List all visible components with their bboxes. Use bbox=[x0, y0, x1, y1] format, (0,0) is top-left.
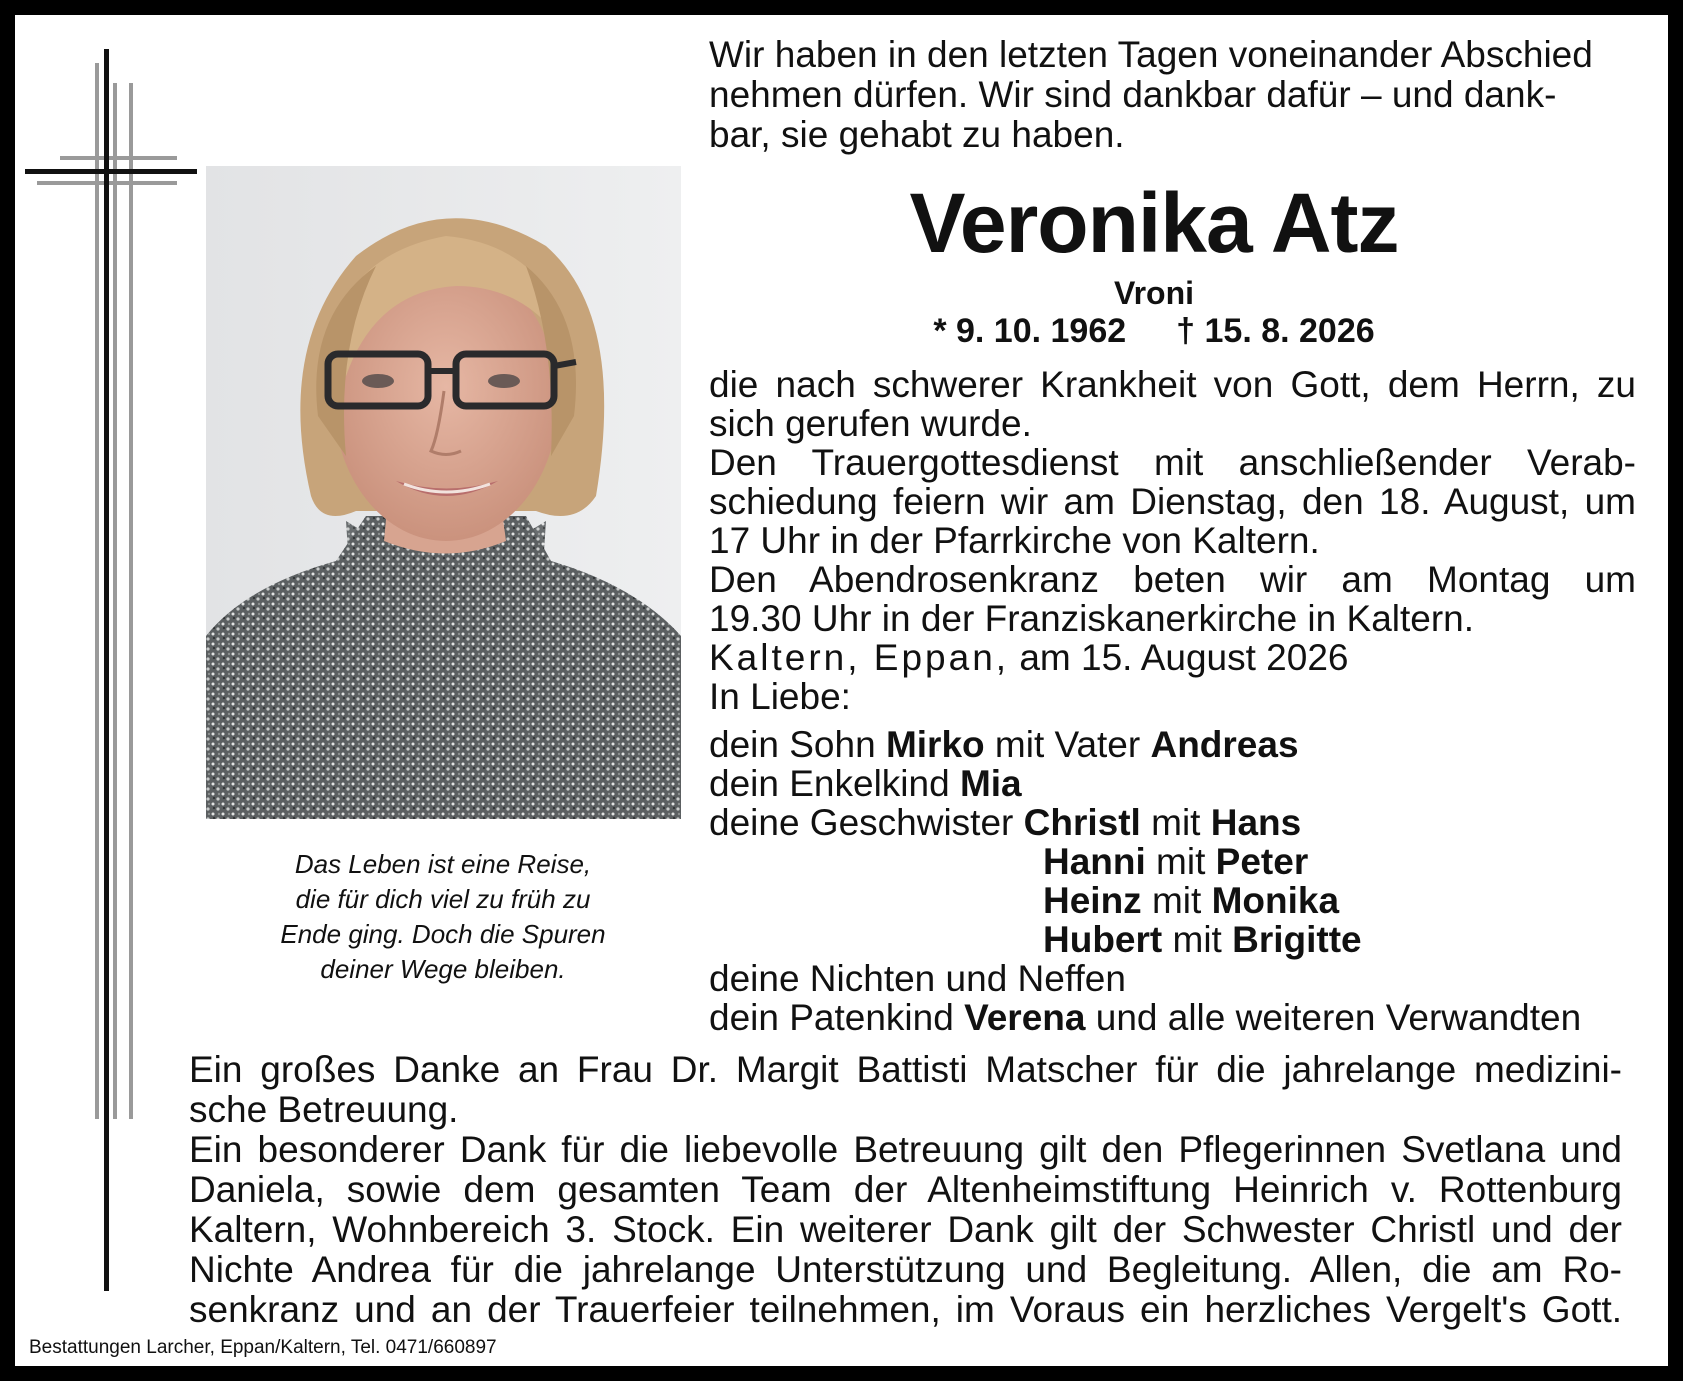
announcement-date: am 15. August 2026 bbox=[1009, 637, 1349, 678]
funeral-home-footer: Bestattungen Larcher, Eppan/Kaltern, Tel. 0471/660897 bbox=[29, 1337, 497, 1358]
thanks-line: Daniela, sowie dem gesamten Team der Altenheimstiftung Heinrich v. Rottenburg bbox=[189, 1169, 1622, 1210]
family-sibling-line: deine Geschwister Christl mit Hans bbox=[709, 802, 1302, 843]
intro-line: Wir haben in den letzten Tagen voneinander Abschied bbox=[709, 34, 1593, 75]
quote-line: die für dich viel zu früh zu bbox=[295, 884, 591, 914]
family-godchild-line: dein Patenkind Verena und alle weiteren Verwandten bbox=[709, 997, 1582, 1038]
body-line: die nach schwerer Krankheit von Gott, dem Herrn, zu bbox=[709, 364, 1636, 405]
family-sibling-line: Hanni mit Peter bbox=[1043, 841, 1309, 882]
family-nieces-line: deine Nichten und Neffen bbox=[709, 958, 1126, 999]
body-line: 17 Uhr in der Pfarrkirche von Kaltern. bbox=[709, 520, 1320, 561]
quote-line: Ende ging. Doch die Spuren bbox=[280, 919, 606, 949]
family-son-line: dein Sohn Mirko mit Vater Andreas bbox=[709, 724, 1299, 765]
place: Kaltern, Eppan, bbox=[709, 637, 1010, 678]
birth-date: * 9. 10. 1962 bbox=[933, 312, 1127, 350]
thanks-line: Nichte Andrea für die jahrelange Unterstützung und Begleitung. Allen, die am Ro- bbox=[189, 1249, 1622, 1290]
grandchild-name: Mia bbox=[959, 763, 1022, 804]
body-line: sich gerufen wurde. bbox=[709, 403, 1032, 444]
death-date: † 15. 8. 2026 bbox=[1176, 312, 1375, 350]
body-line: schiedung feiern wir am Dienstag, den 18. August, um bbox=[709, 481, 1636, 522]
father-name: Andreas bbox=[1150, 724, 1299, 765]
announcement-text bbox=[709, 365, 1636, 716]
thanks-line: sche Betreuung. bbox=[189, 1089, 459, 1130]
family-sibling-line: Heinz mit Monika bbox=[1043, 880, 1340, 921]
nickname: Vroni bbox=[1113, 275, 1194, 311]
in-love-line: In Liebe: bbox=[709, 676, 851, 717]
family-grandchild-line: dein Enkelkind Mia bbox=[709, 763, 1022, 804]
family-sibling-line: Hubert mit Brigitte bbox=[1043, 919, 1362, 960]
intro-line: nehmen dürfen. Wir sind dankbar dafür – und dank- bbox=[709, 74, 1557, 115]
memorial-quote bbox=[215, 847, 671, 987]
son-name: Mirko bbox=[885, 724, 985, 765]
godchild-name: Verena bbox=[964, 997, 1086, 1038]
thanks-line: Ein besonderer Dank für die liebevolle Betreuung gilt den Pflegerinnen Svetlana und bbox=[189, 1129, 1622, 1170]
cross-icon bbox=[15, 15, 215, 1315]
family-list bbox=[709, 725, 1581, 1037]
thanks-line: Kaltern, Wohnbereich 3. Stock. Ein weiterer Dank gilt der Schwester Christl und der bbox=[189, 1209, 1622, 1250]
obituary-card bbox=[15, 15, 1668, 1366]
thanks-text bbox=[189, 1050, 1622, 1330]
body-line: 19.30 Uhr in der Franziskanerkirche in Kaltern. bbox=[709, 598, 1475, 639]
quote-line: Das Leben ist eine Reise, bbox=[294, 849, 592, 879]
thanks-line: Ein großes Danke an Frau Dr. Margit Battisti Matscher für die jahrelange medizini- bbox=[189, 1049, 1622, 1090]
portrait-photo bbox=[206, 166, 681, 819]
deceased-name: Veronika Atz bbox=[909, 176, 1399, 270]
body-line: Den Trauergottesdienst mit anschließender Verab- bbox=[709, 442, 1636, 483]
thanks-line: senkranz und an der Trauerfeier teilnehmen, im Voraus ein herzliches Vergelt's Gott. bbox=[189, 1289, 1622, 1330]
intro-line: bar, sie gehabt zu haben. bbox=[709, 114, 1125, 155]
life-dates bbox=[709, 312, 1599, 351]
intro-text bbox=[709, 35, 1659, 155]
body-line: Den Abendrosenkranz beten wir am Montag um bbox=[709, 559, 1636, 600]
place-date-line bbox=[709, 638, 1636, 677]
quote-line: deiner Wege bleiben. bbox=[320, 954, 566, 984]
